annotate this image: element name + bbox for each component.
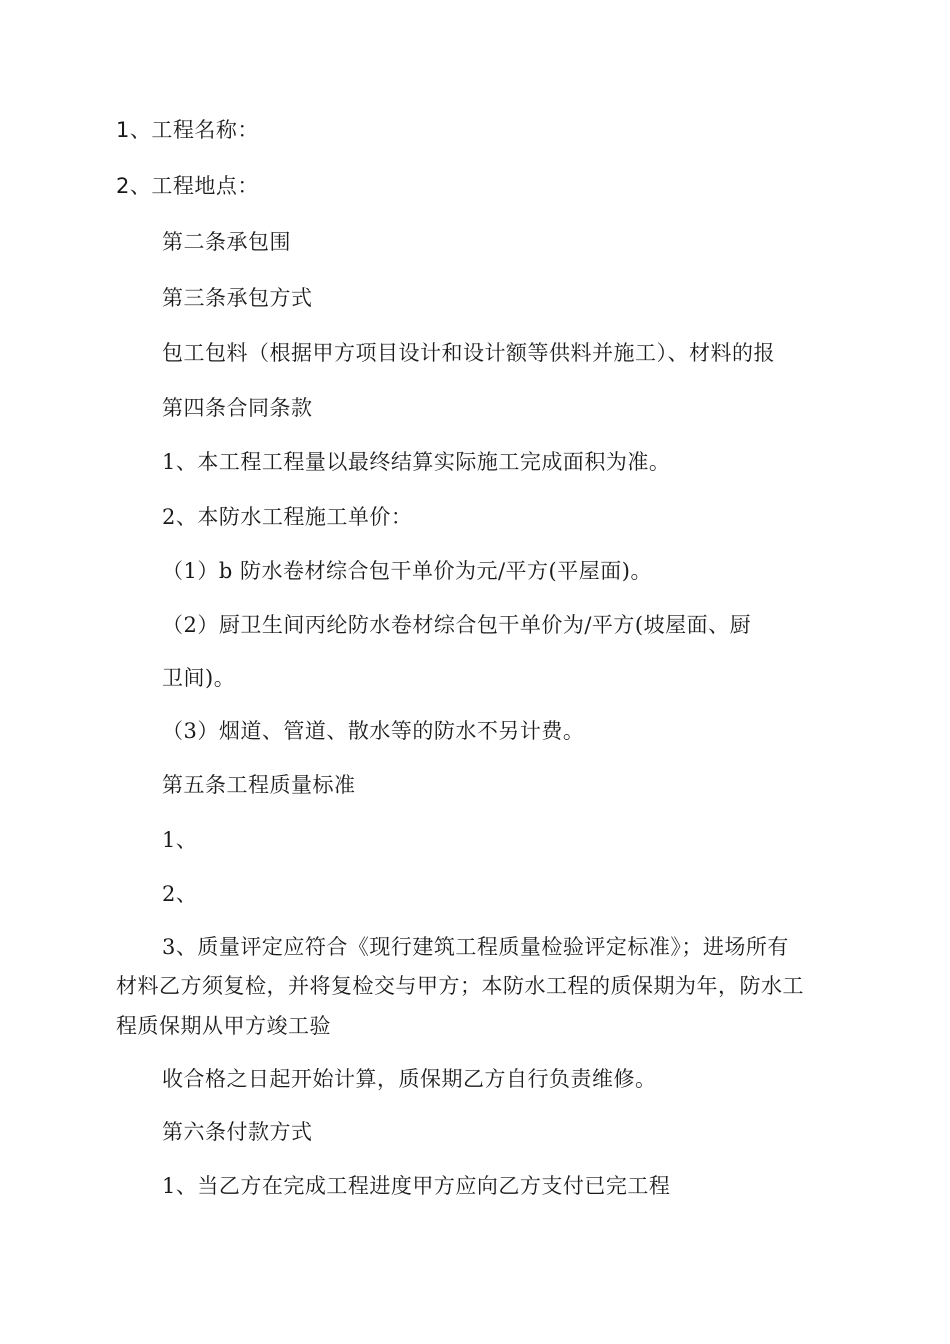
article-4-sub-3: （3）烟道、管道、散水等的防水不另计费。 <box>162 719 585 743</box>
project-name-label: 、工程名称： <box>129 118 259 142</box>
article-2-title: 第二条承包围 <box>162 230 291 254</box>
item-number: 2 <box>116 174 130 198</box>
article-5-item-3-line-2: 材料乙方须复检，并将复检交与甲方；本防水工程的质保期为年，防水工 <box>116 974 804 998</box>
article-5-item-2: 2、 <box>162 882 198 906</box>
article-4-item-1: 1、本工程工程量以最终结算实际施工完成面积为准。 <box>162 450 671 474</box>
project-name-line <box>116 115 259 145</box>
article-5-item-3-line-1: 3、质量评定应符合《现行建筑工程质量检验评定标准》；进场所有 <box>162 935 789 959</box>
article-4-item-2: 2、本防水工程施工单价： <box>162 505 413 529</box>
article-4-sub-1: （1）b 防水卷材综合包干单价为元/平方(平屋面)。 <box>162 559 652 583</box>
article-5-item-3-line-3: 程质保期从甲方竣工验 <box>116 1014 331 1038</box>
project-location-label: 、工程地点： <box>129 174 259 198</box>
article-5-title: 第五条工程质量标准 <box>162 773 356 797</box>
article-3-title: 第三条承包方式 <box>162 286 313 310</box>
article-3-body: 包工包料（根据甲方项目设计和设计额等供料并施工）、材料的报 <box>162 341 775 365</box>
article-5-item-1: 1、 <box>162 828 198 852</box>
article-5-item-3-line-4: 收合格之日起开始计算，质保期乙方自行负责维修。 <box>162 1067 657 1091</box>
item-number: 1 <box>116 118 130 142</box>
article-4-title: 第四条合同条款 <box>162 396 313 420</box>
article-6-title: 第六条付款方式 <box>162 1120 313 1144</box>
article-4-sub-2-line-2: 卫间)。 <box>162 666 236 690</box>
article-4-sub-2-line-1: （2）厨卫生间丙纶防水卷材综合包干单价为/平方(坡屋面、厨 <box>162 613 752 637</box>
project-location-line <box>116 171 259 201</box>
article-6-item-1: 1、当乙方在完成工程进度甲方应向乙方支付已完工程 <box>162 1174 671 1198</box>
